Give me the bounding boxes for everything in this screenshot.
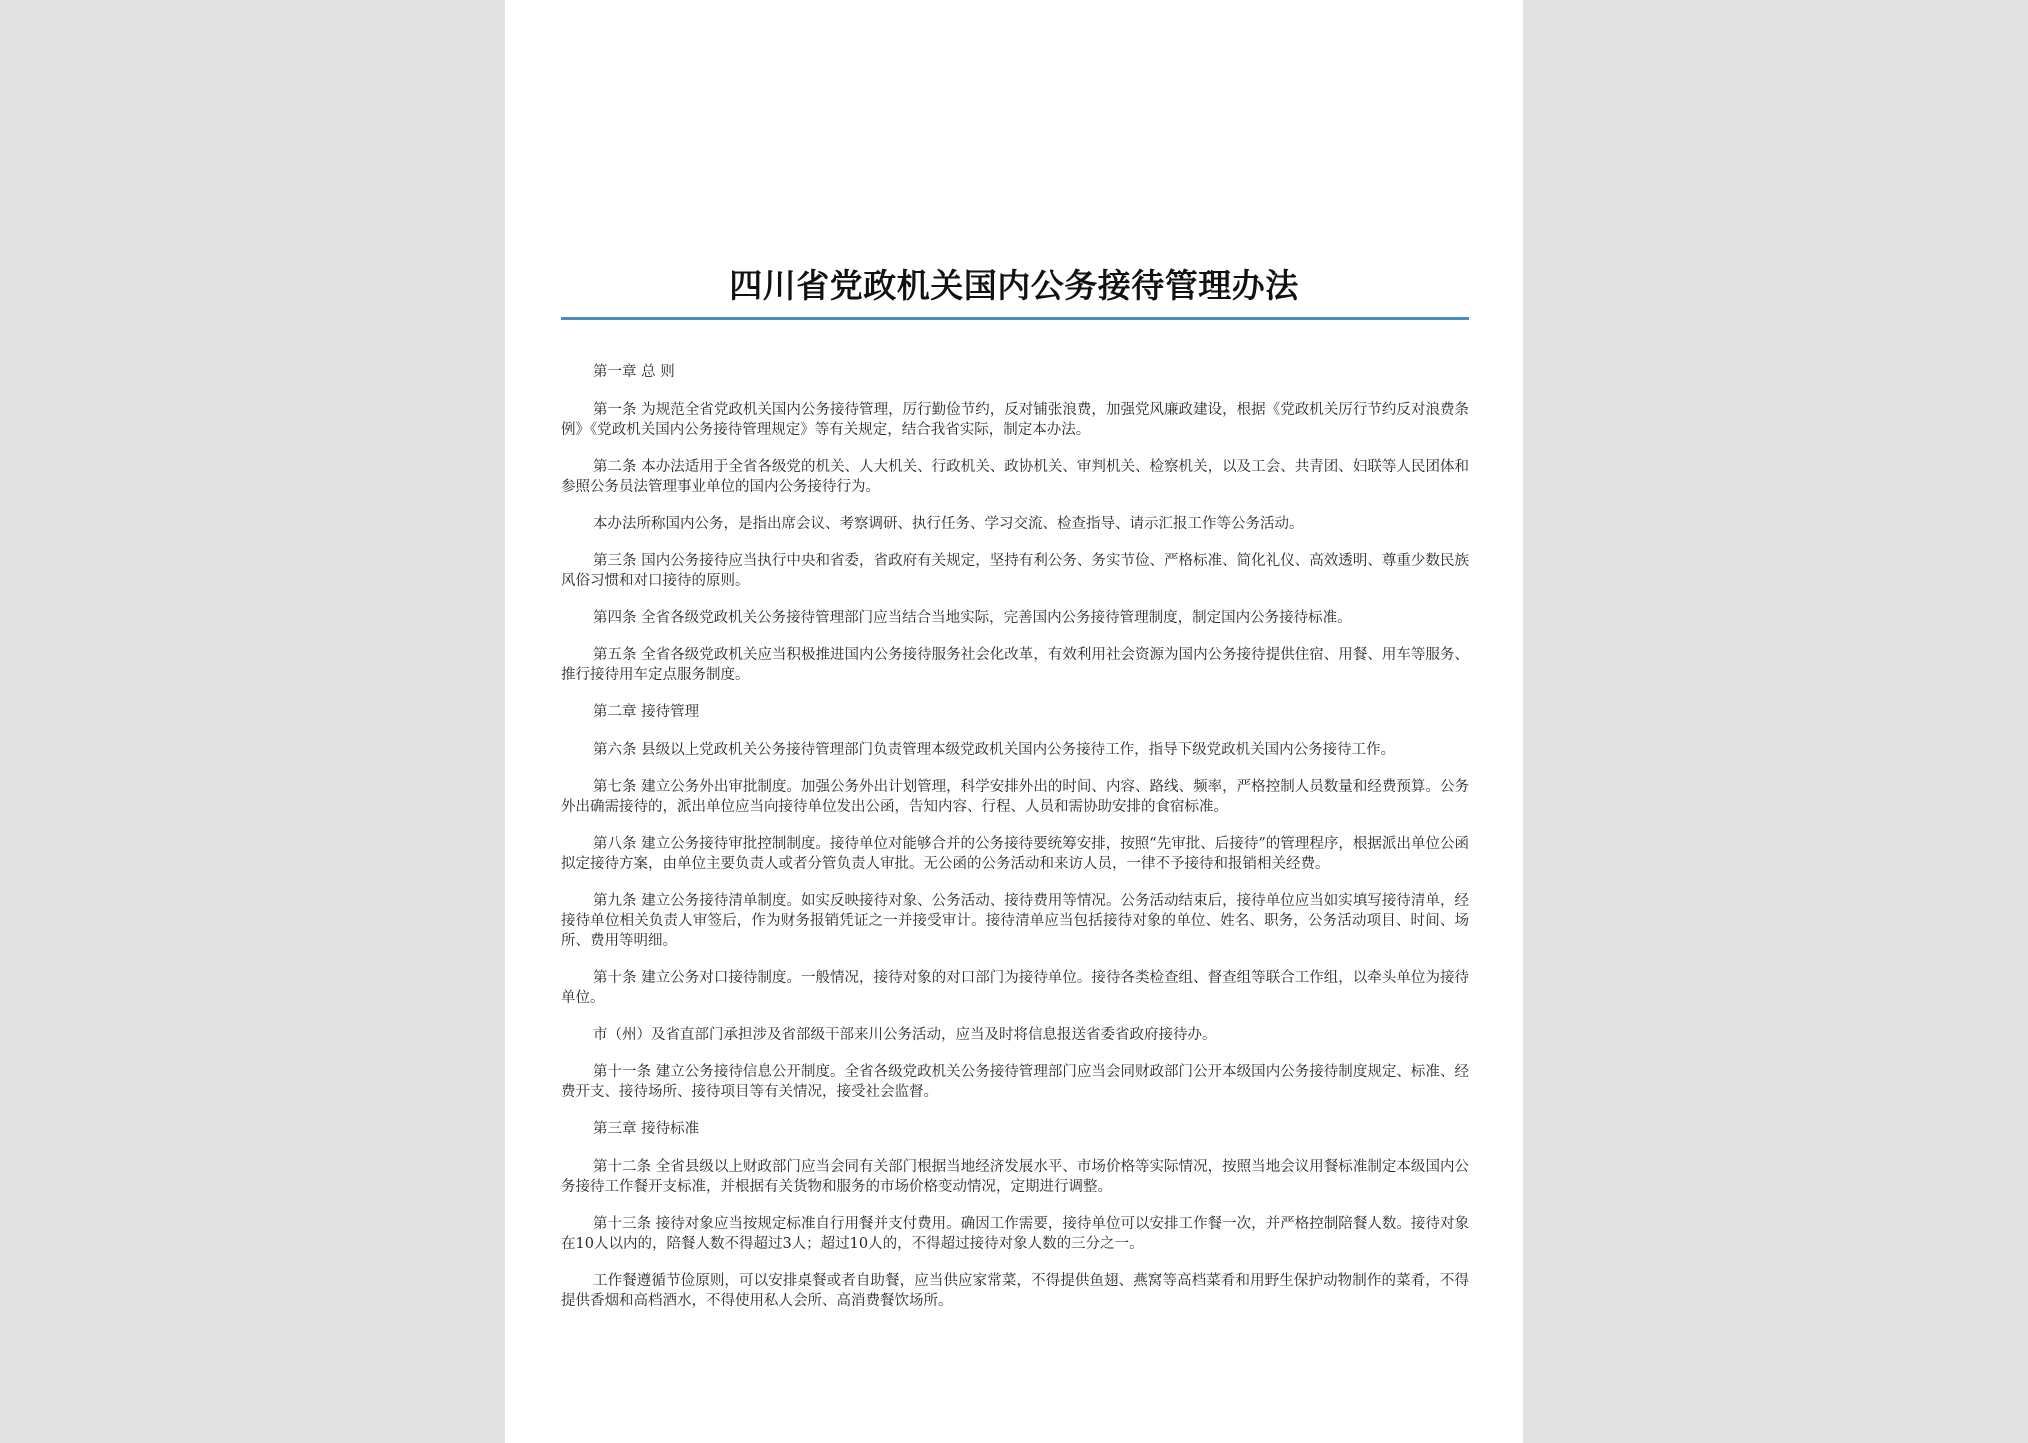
chapter-heading: 第二章 接待管理 (593, 704, 700, 720)
article-paragraph: 本办法所称国内公务，是指出席会议、考察调研、执行任务、学习交流、检查指导、请示汇报工作等公务活动。 (593, 516, 1304, 532)
article-paragraph: 第十一条 建立公务接待信息公开制度。全省各级党政机关公务接待管理部门应当会同财政部门公开本级国内公务接待制度规定、标准、经费开支、接待场所、接待项目等有关情况，接受社会监督。 (561, 1064, 1469, 1100)
chapter-heading: 第一章 总 则 (593, 364, 675, 380)
chapter-heading: 第三章 接待标准 (593, 1121, 700, 1137)
article-paragraph: 第六条 县级以上党政机关公务接待管理部门负责管理本级党政机关国内公务接待工作，指导下级党政机关国内公务接待工作。 (593, 742, 1396, 758)
article-paragraph: 第十二条 全省县级以上财政部门应当会同有关部门根据当地经济发展水平、市场价格等实际情况，按照当地会议用餐标准制定本级国内公务接待工作餐开支标准，并根据有关货物和服务的市场价格变动情况，定期进行调整。 (561, 1159, 1469, 1195)
article-paragraph: 第二条 本办法适用于全省各级党的机关、人大机关、行政机关、政协机关、审判机关、检察机关，以及工会、共青团、妇联等人民团体和参照公务员法管理事业单位的国内公务接待行为。 (561, 459, 1469, 495)
article-paragraph: 工作餐遵循节俭原则，可以安排桌餐或者自助餐，应当供应家常菜，不得提供鱼翅、燕窝等高档菜肴和用野生保护动物制作的菜肴，不得提供香烟和高档酒水，不得使用私人会所、高消费餐饮场所。 (561, 1273, 1469, 1309)
article-paragraph: 第四条 全省各级党政机关公务接待管理部门应当结合当地实际，完善国内公务接待管理制度，制定国内公务接待标准。 (593, 610, 1352, 626)
article-paragraph: 第五条 全省各级党政机关应当积极推进国内公务接待服务社会化改革，有效利用社会资源为国内公务接待提供住宿、用餐、用车等服务、推行接待用车定点服务制度。 (561, 647, 1469, 683)
article-paragraph: 第十三条 接待对象应当按规定标准自行用餐并支付费用。确因工作需要，接待单位可以安排工作餐一次，并严格控制陪餐人数。接待对象在10人以内的，陪餐人数不得超过3人；超过10人的，不得超过接待对象人数的三分之一。 (561, 1216, 1469, 1252)
article-paragraph: 第一条 为规范全省党政机关国内公务接待管理，厉行勤俭节约，反对铺张浪费，加强党风廉政建设，根据《党政机关厉行节约反对浪费条例》《党政机关国内公务接待管理规定》等有关规定，结合我省实际，制定本办法。 (561, 402, 1469, 438)
document-title: 四川省党政机关国内公务接待管理办法 (729, 266, 1299, 305)
document-body (561, 362, 1469, 1328)
article-paragraph: 第三条 国内公务接待应当执行中央和省委，省政府有关规定，坚持有利公务、务实节俭、严格标准、简化礼仪、高效透明、尊重少数民族风俗习惯和对口接待的原则。 (561, 553, 1469, 589)
article-paragraph: 第九条 建立公务接待清单制度。如实反映接待对象、公务活动、接待费用等情况。公务活动结束后，接待单位应当如实填写接待清单，经接待单位相关负责人审签后，作为财务报销凭证之一并接受审计。接待清单应当包括接待对象的单位、姓名、职务，公务活动项目、时间、场所、费用等明细。 (561, 893, 1469, 949)
article-paragraph: 第七条 建立公务外出审批制度。加强公务外出计划管理，科学安排外出的时间、内容、路线、频率，严格控制人员数量和经费预算。公务外出确需接待的，派出单位应当向接待单位发出公函，告知内容、行程、人员和需协助安排的食宿标准。 (561, 779, 1469, 815)
title-underline (561, 317, 1469, 320)
article-paragraph: 市（州）及省直部门承担涉及省部级干部来川公务活动，应当及时将信息报送省委省政府接待办。 (593, 1027, 1217, 1043)
article-paragraph: 第八条 建立公务接待审批控制制度。接待单位对能够合并的公务接待要统筹安排，按照“先审批、后接待”的管理程序，根据派出单位公函拟定接待方案，由单位主要负责人或者分管负责人审批。无公函的公务活动和来访人员，一律不予接待和报销相关经费。 (561, 836, 1469, 872)
document-page (505, 0, 1523, 1443)
article-paragraph: 第十条 建立公务对口接待制度。一般情况，接待对象的对口部门为接待单位。接待各类检查组、督查组等联合工作组，以牵头单位为接待单位。 (561, 970, 1469, 1006)
